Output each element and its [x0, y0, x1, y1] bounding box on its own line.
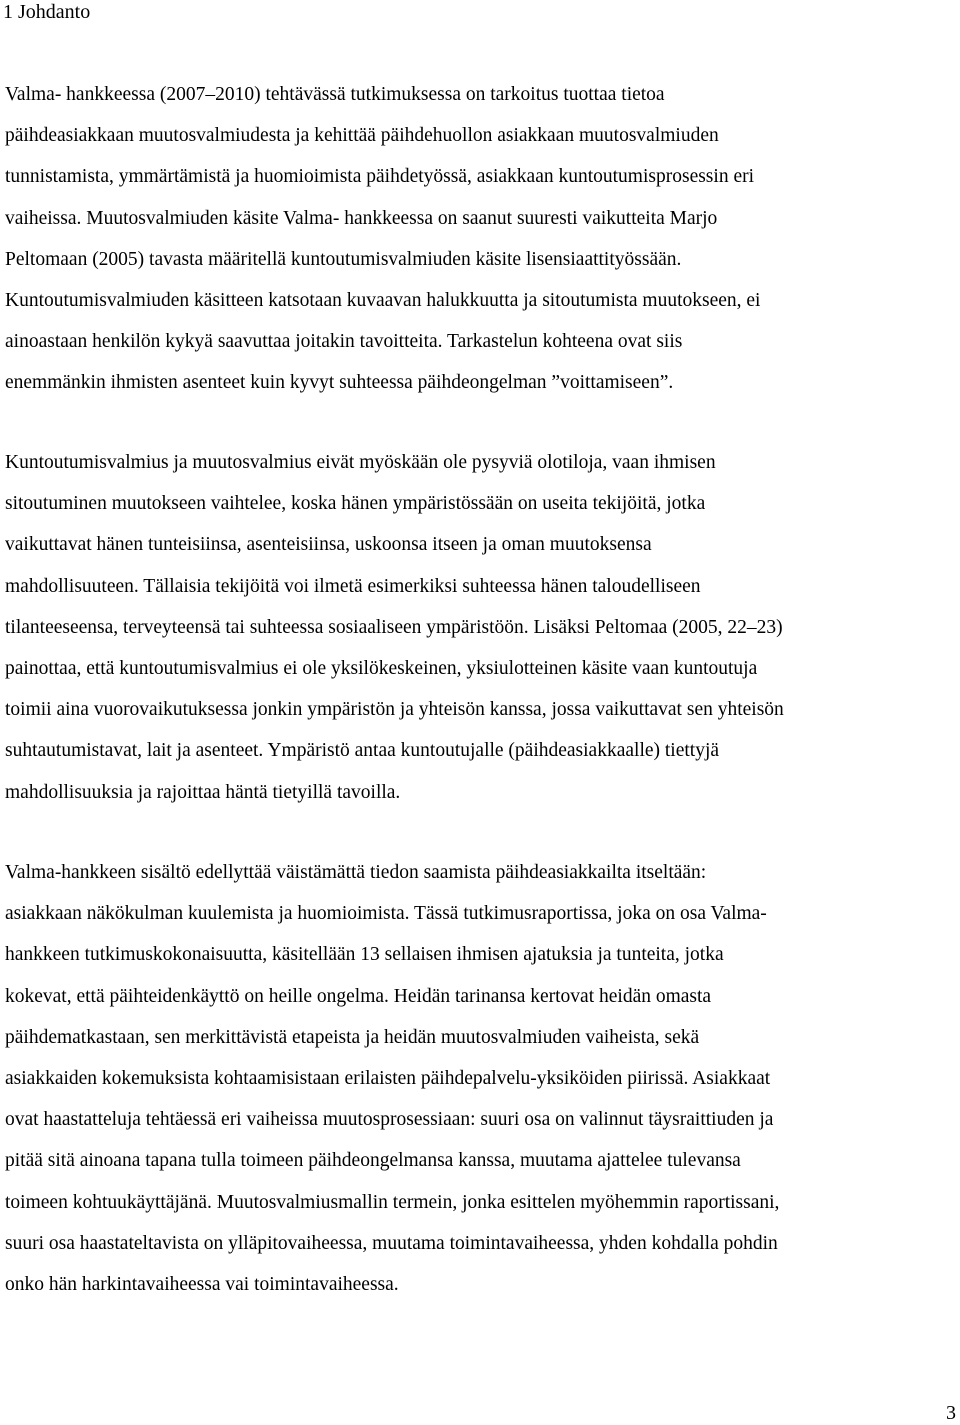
text-line: tunnistamista, ymmärtämistä ja huomioimista päihdetyössä, asiakkaan kuntoutumisprosessin eri: [5, 166, 755, 188]
text-line: tilanteeseensa, terveyteensä tai suhteessa sosiaaliseen ympäristöön. Lisäksi Peltomaa (2005, 22–23): [5, 616, 783, 638]
text-line: vaiheissa. Muutosvalmiuden käsite Valma- hankkeessa on saanut suuresti vaikutteita Marjo: [5, 207, 718, 229]
text-line: enemmänkin ihmisten asenteet kuin kyvyt suhteessa päihdeongelman ”voittamiseen”.: [5, 372, 674, 394]
paragraph-1: [5, 74, 957, 404]
text-line: hankkeen tutkimuskokonaisuutta, käsitellään 13 sellaisen ihmisen ajatuksia ja tunteita, jotka: [5, 944, 724, 966]
text-line: mahdollisuuksia ja rajoittaa häntä tietyillä tavoilla.: [5, 781, 401, 803]
text-line: toimeen kohtuukäyttäjänä. Muutosvalmiusmallin termein, jonka esittelen myöhemmin raportissani,: [5, 1191, 780, 1213]
text-line: suhtautumistavat, lait ja asenteet. Ympäristö antaa kuntoutujalle (päihdeasiakkaalle) tiettyjä: [5, 740, 720, 762]
page-number: 3: [946, 1402, 956, 1424]
paragraph-3: [5, 852, 957, 1305]
text-line: asiakkaan näkökulman kuulemista ja huomioimista. Tässä tutkimusraportissa, joka on osa Valma-: [5, 903, 767, 925]
text-line: suuri osa haastateltavista on ylläpitovaiheessa, muutama toimintavaiheessa, yhden kohdalla pohdin: [5, 1232, 778, 1254]
text-line: pitää sitä ainoana tapana tulla toimeen päihdeongelmansa kanssa, muutama ajattelee tulevansa: [5, 1150, 741, 1172]
text-line: Valma- hankkeessa (2007–2010) tehtävässä tutkimuksessa on tarkoitus tuottaa tietoa: [5, 84, 665, 105]
text-line: sitoutuminen muutokseen vaihtelee, koska hänen ympäristössään on useita tekijöitä, jotka: [5, 493, 706, 515]
text-line: toimii aina vuorovaikutuksessa jonkin ympäristön ja yhteisön kanssa, jossa vaikuttavat sen yhteisön: [5, 699, 784, 721]
section-heading: 1 Johdanto: [3, 1, 91, 23]
text-line: vaikuttavat hänen tunteisiinsa, asenteisiinsa, uskoonsa itseen ja oman muutoksensa: [5, 534, 652, 556]
text-line: asiakkaiden kokemuksista kohtaamisistaan erilaisten päihdepalvelu-yksiköiden piirissä. Asiakkaat: [5, 1067, 771, 1089]
text-line: painottaa, että kuntoutumisvalmius ei ole yksilökeskeinen, yksiulotteinen käsite vaan kuntoutuja: [5, 657, 758, 679]
text-line: Valma-hankkeen sisältö edellyttää väistämättä tiedon saamista päihdeasiakkailta itseltään:: [5, 862, 707, 883]
text-line: ainoastaan henkilön kykyä saavuttaa joitakin tavoitteita. Tarkastelun kohteena ovat siis: [5, 331, 683, 353]
text-line: kokevat, että päihteidenkäyttö on heille ongelma. Heidän tarinansa kertovat heidän omasta: [5, 985, 712, 1007]
text-line: Kuntoutumisvalmius ja muutosvalmius eivät myöskään ole pysyviä olotiloja, vaan ihmisen: [5, 452, 716, 473]
text-line: Kuntoutumisvalmiuden käsitteen katsotaan kuvaavan halukkuutta ja sitoutumista muutokseen, ei: [5, 289, 761, 311]
text-line: mahdollisuuteen. Tällaisia tekijöitä voi ilmetä esimerkiksi suhteessa hänen taloudelliseen: [5, 575, 701, 597]
text-line: päihdematkastaan, sen merkittävistä etapeista ja heidän muutosvalmiuden vaiheista, sekä: [5, 1026, 700, 1048]
text-line: ovat haastatteluja tehtäessä eri vaiheissa muutosprosessiaan: suuri osa on valinnut täysraittiuden ja: [5, 1109, 774, 1131]
text-line: Peltomaan (2005) tavasta määritellä kuntoutumisvalmiuden käsite lisensiaattityössään.: [5, 248, 682, 270]
text-line: onko hän harkintavaiheessa vai toimintavaiheessa.: [5, 1273, 399, 1295]
text-line: päihdeasiakkaan muutosvalmiudesta ja kehittää päihdehuollon asiakkaan muutosvalmiuden: [5, 125, 719, 147]
paragraph-2: [5, 442, 957, 813]
